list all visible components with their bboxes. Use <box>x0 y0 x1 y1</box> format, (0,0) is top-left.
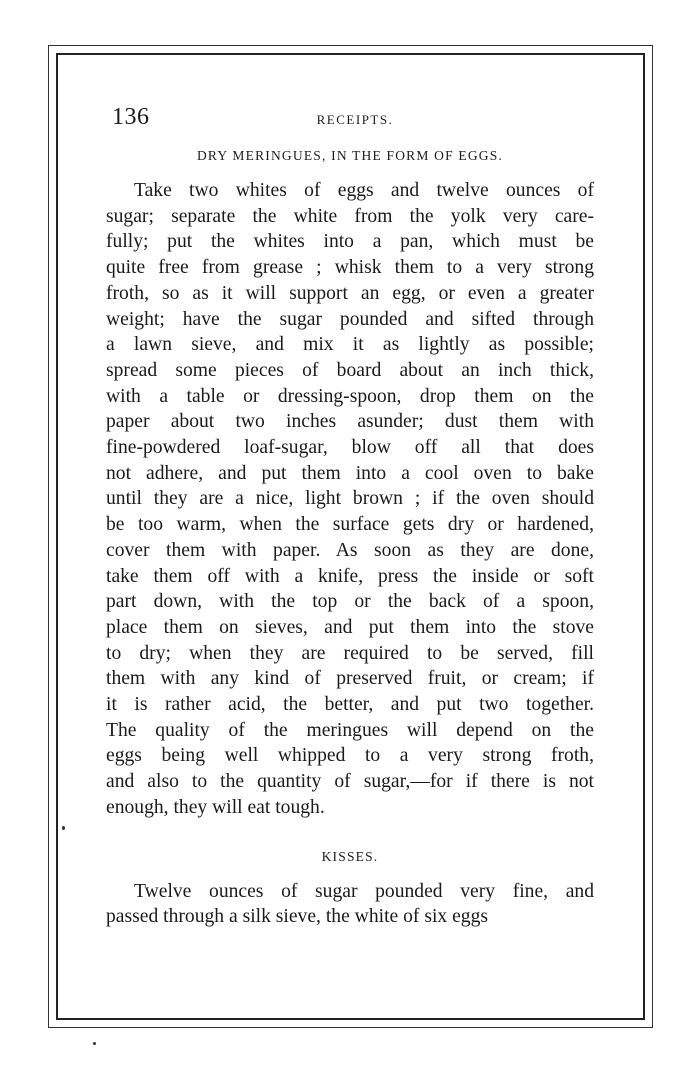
recipe-heading-kisses: KISSES. <box>321 848 379 864</box>
text-line: take them off with a knife, press the inside or soft <box>106 565 594 587</box>
text-line: place them on sieves, and put them into the stove <box>106 616 594 638</box>
text-line: to dry; when they are required to be served, fill <box>106 642 594 664</box>
text-line: froth, so as it will support an egg, or even a greater <box>106 282 594 304</box>
recipe-body-meringues <box>106 178 594 821</box>
text-line: part down, with the top or the back of a spoon, <box>106 591 594 613</box>
text-line: enough, they will eat tough. <box>106 796 325 818</box>
text-line: paper about two inches asunder; dust them with <box>106 411 594 433</box>
paper-speck <box>62 826 65 830</box>
text-line: fully; put the whites into a pan, which must be <box>106 231 594 253</box>
text-line: cover them with paper. As soon as they are done, <box>106 539 594 561</box>
text-line: weight; have the sugar pounded and sifted through <box>106 308 594 330</box>
text-line: sugar; separate the white from the yolk very care- <box>106 205 594 227</box>
text-line: The quality of the meringues will depend on the <box>106 719 594 741</box>
page-number: 136 <box>112 104 150 130</box>
recipe-heading-meringues: DRY MERINGUES, IN THE FORM OF EGGS. <box>196 148 504 163</box>
text-line: quite free from grease ; whisk them to a very strong <box>106 257 594 279</box>
recipe-body-kisses <box>106 879 594 930</box>
paper-speck <box>93 1042 96 1045</box>
text-line: passed through a silk sieve, the white of six eggs <box>106 906 489 928</box>
text-line: with a table or dressing-spoon, drop them on the <box>106 385 594 407</box>
text-line: Twelve ounces of sugar pounded very fine, and <box>134 880 594 902</box>
text-line: them with any kind of preserved fruit, or cream; if <box>106 668 594 690</box>
text-line: until they are a nice, light brown ; if the oven should <box>106 488 594 510</box>
text-line: be too warm, when the surface gets dry or hardened, <box>106 514 594 536</box>
text-line: not adhere, and put them into a cool oven to bake <box>106 462 594 484</box>
text-line: fine-powdered loaf-sugar, blow off all that does <box>106 437 594 459</box>
running-title: RECEIPTS. <box>316 112 394 127</box>
text-line: and also to the quantity of sugar,—for if there is not <box>106 771 594 793</box>
page-content <box>106 104 594 930</box>
text-line: eggs being well whipped to a very strong froth, <box>106 745 594 767</box>
text-line: a lawn sieve, and mix it as lightly as possible; <box>106 334 594 356</box>
text-line: Take two whites of eggs and twelve ounces of <box>134 180 594 201</box>
running-head <box>106 104 594 140</box>
text-line: spread some pieces of board about an inch thick, <box>106 359 594 381</box>
text-line: it is rather acid, the better, and put two together. <box>106 694 594 716</box>
